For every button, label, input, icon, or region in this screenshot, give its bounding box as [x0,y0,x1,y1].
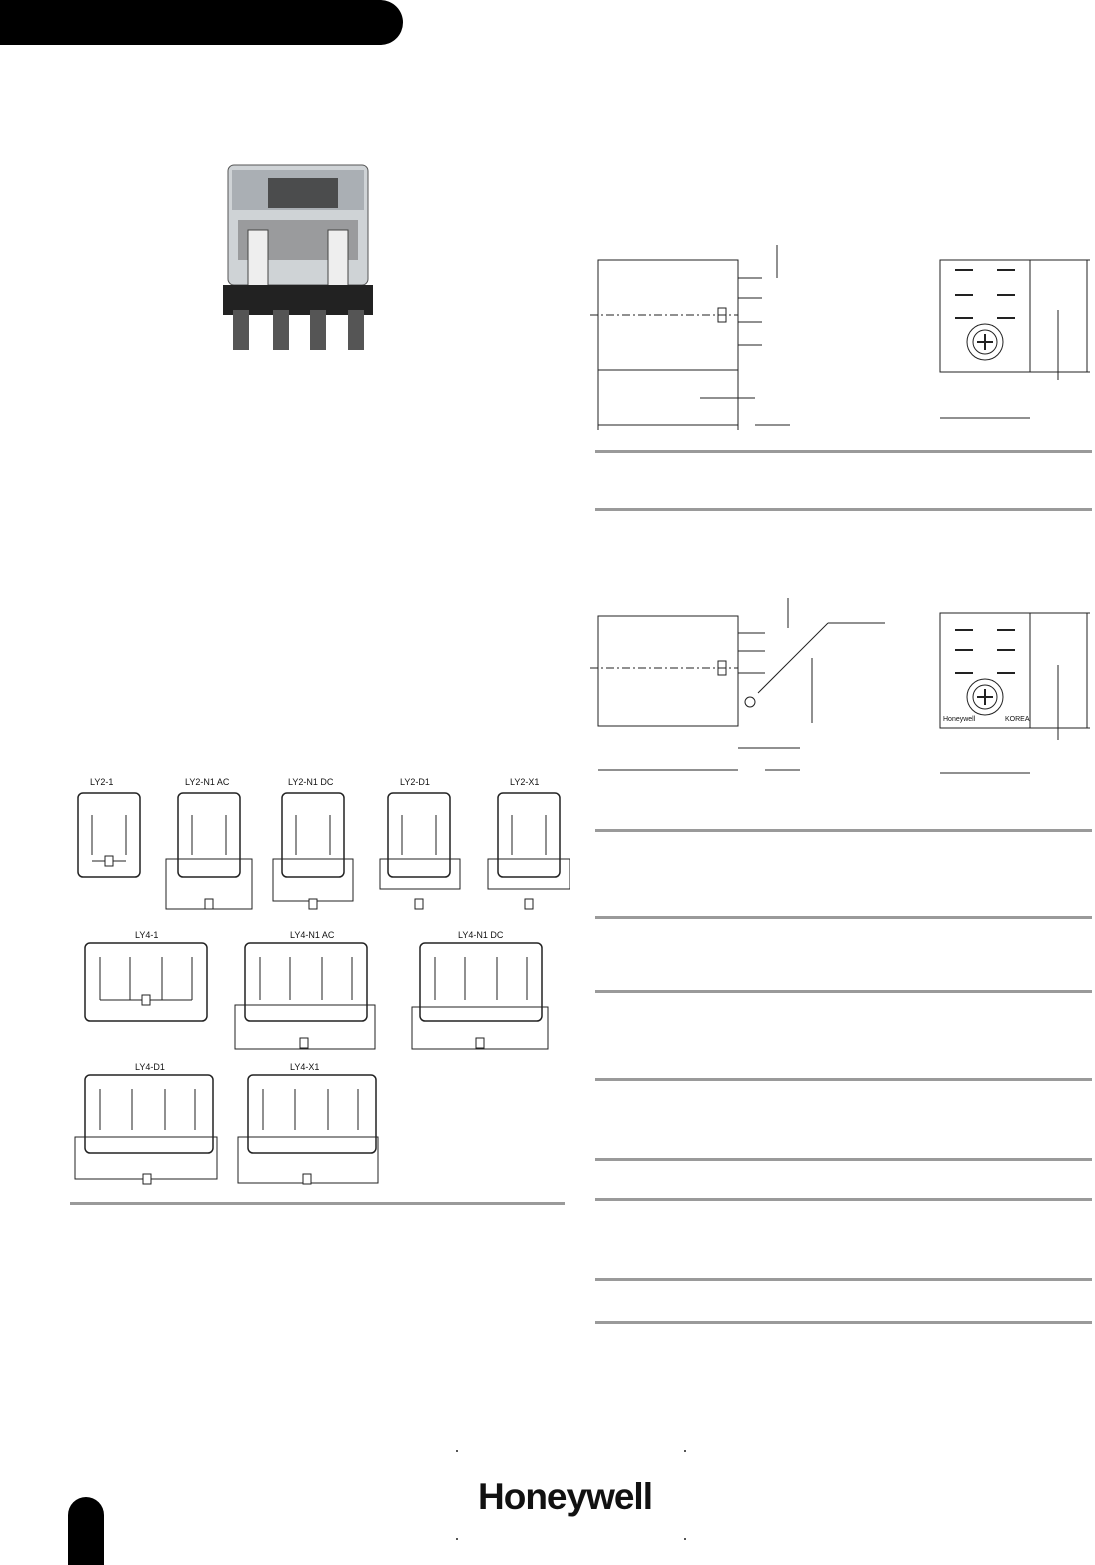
circuit-label: LY4-1 [135,930,159,940]
circuit-ly2-d1 [380,777,460,909]
side-view-drawing-top [590,240,800,435]
circuit-ly4-1 [85,930,207,1021]
bottom-view-drawing-bottom [935,605,1095,780]
crop-mark [684,1538,686,1540]
bottom-view-drawing-top [935,250,1095,425]
divider-rule [595,916,1092,919]
crop-mark [456,1450,458,1452]
circuit-label: LY4-N1 DC [458,930,504,940]
circuit-ly4-n1-ac [235,930,375,1049]
divider-rule [595,990,1092,993]
circuit-ly2-n1-dc [273,777,353,909]
footer-tab [68,1497,104,1565]
side-view-drawing-bottom [590,598,890,778]
bottom-view-mark-right: KOREA [1005,716,1030,723]
circuit-label: LY4-X1 [290,1062,320,1072]
circuit-label: LY2-N1 DC [288,777,334,787]
circuit-ly4-d1 [75,1062,217,1184]
circuit-diagrams [70,775,570,1195]
relay-photo [218,160,378,360]
divider-rule [595,450,1092,453]
divider-rule [595,1321,1092,1324]
circuit-label: LY2-1 [90,777,114,787]
circuit-ly2-n1-ac [166,777,252,909]
circuit-label: LY4-D1 [135,1062,165,1072]
crop-mark [684,1450,686,1452]
divider-rule [595,1278,1092,1281]
circuit-ly4-x1 [238,1062,378,1184]
honeywell-logo: Honeywell [478,1476,652,1517]
bottom-view-mark-left: Honeywell [943,716,976,723]
divider-rule [595,1198,1092,1201]
divider-rule [70,1202,565,1205]
divider-rule [595,508,1092,511]
divider-rule [595,1158,1092,1161]
circuit-ly2-1 [78,777,140,877]
circuit-label: LY2-X1 [510,777,540,787]
divider-rule [595,829,1092,832]
circuit-label: LY2-N1 AC [185,777,230,787]
header-tab [0,0,403,45]
circuit-label: LY4-N1 AC [290,930,335,940]
circuit-label: LY2-D1 [400,777,430,787]
circuit-ly2-x1 [488,777,570,909]
crop-mark [456,1538,458,1540]
circuit-ly4-n1-dc [412,930,548,1049]
divider-rule [595,1078,1092,1081]
